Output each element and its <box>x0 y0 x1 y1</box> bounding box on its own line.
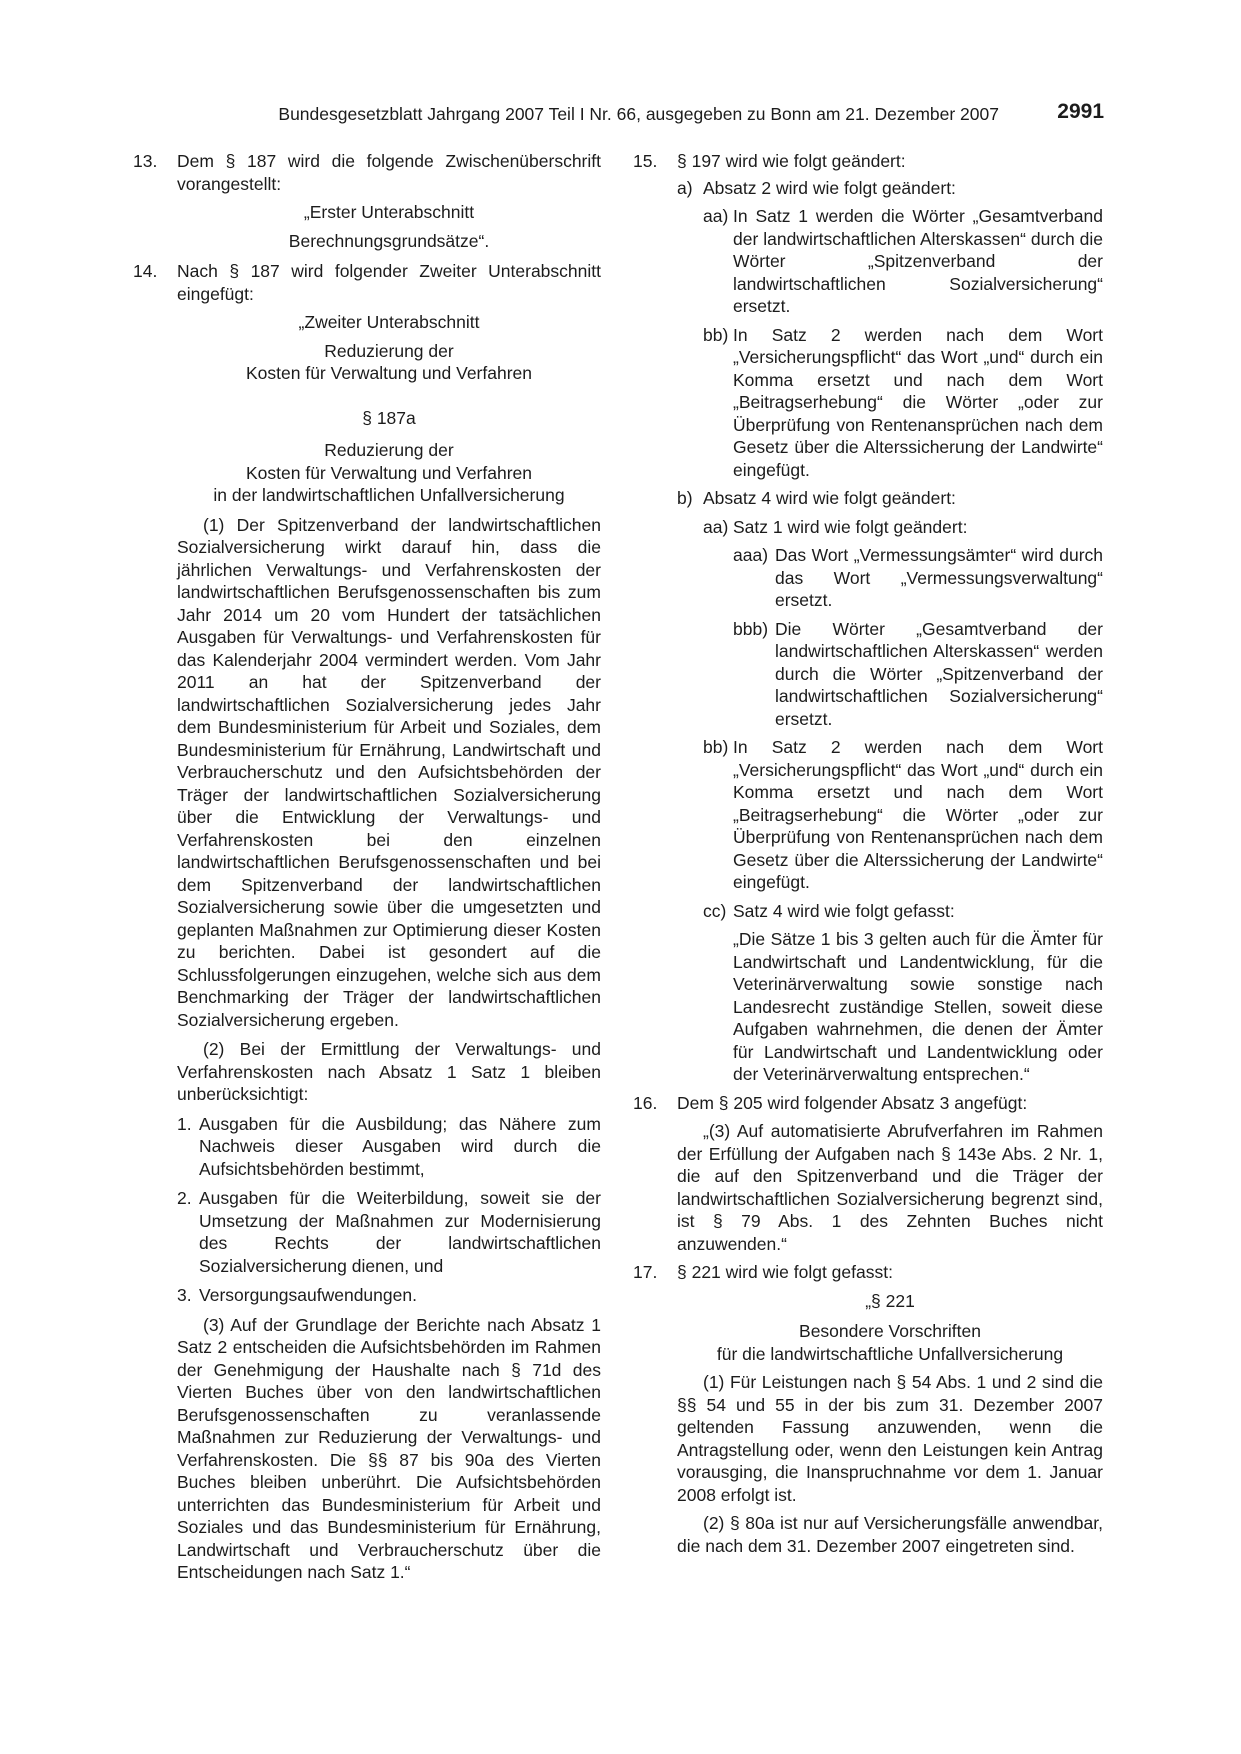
item-number: 14. <box>133 261 158 281</box>
sub-item-letter: a) <box>677 177 693 198</box>
subsection-title: Berechnungsgrundsätze“. <box>288 230 490 251</box>
sub-sub-sub-item-text: Das Wort „Vermessungsämter“ wird durch das Wort „Vermessungsverwaltung“ ersetzt. <box>775 545 1103 610</box>
list-text: Ausgaben für die Ausbildung; das Nähere zum Nachweis dieser Ausgaben wird durch die Aufsichtsbehörden bestimmt, <box>199 1113 601 1179</box>
list-number: 1. <box>177 1113 192 1134</box>
item-text: Nach § 187 wird folgender Zweiter Unterabschnitt eingefügt: <box>177 261 601 304</box>
sub-sub-sub-item-label: aaa) <box>733 545 769 565</box>
sub-sub-sub-item-bbb <box>733 618 1103 731</box>
sub-sub-item-label: aa) <box>703 516 729 537</box>
subsection-heading: „Erster Unterabschnitt <box>303 202 475 222</box>
item-text: Dem § 205 wird folgender Absatz 3 angefügt: <box>677 1092 1028 1113</box>
quoted-text: „Die Sätze 1 bis 3 gelten auch für die Ämter für Landwirtschaft und Landentwicklung, für die Veterinärverwaltung sowie sonstige nach Landesrecht zuständige Stellen, soweit diese Aufgaben wahrnehmen, die denen der Ämter für Landwirtschaft und Landentwicklung oder der Veterinärverwaltung entsprechen.“ <box>733 929 1103 1084</box>
sub-item-b <box>677 487 1103 1086</box>
sub-item-text: Absatz 4 wird wie folgt geändert: <box>703 488 956 508</box>
section-title: für die landwirtschaftliche Unfallversicherung <box>716 1343 1064 1364</box>
item-text: Dem § 187 wird die folgende Zwischenüberschrift vorangestellt: <box>177 151 601 194</box>
sub-sub-item-text: In Satz 2 werden nach dem Wort „Versicherungspflicht“ das Wort „und“ durch ein Komma ersetzt und nach dem Wort „Beitragserhebung“ die Wörter „oder zur Überprüfung von Rentenansprüchen nach dem Gesetz über die Alterssicherung der Landwirte“ eingefügt. <box>733 737 1103 892</box>
running-header <box>0 100 1241 130</box>
sub-sub-item-text: Satz 4 wird wie folgt gefasst: <box>733 900 955 921</box>
sub-item-letter: b) <box>677 488 693 508</box>
sub-sub-item-text: Satz 1 wird wie folgt geändert: <box>733 516 968 537</box>
item-15 <box>633 150 1103 1086</box>
item-body <box>177 260 601 1584</box>
paragraph-2: (2) § 80a ist nur auf Versicherungsfälle anwendbar, die nach dem 31. Dezember 2007 eingetreten sind. <box>677 1513 1103 1556</box>
sub-sub-item-aa <box>703 516 1103 731</box>
item-16 <box>633 1092 1103 1256</box>
item-14 <box>133 260 601 1584</box>
paragraph-1: (1) Für Leistungen nach § 54 Abs. 1 und 2 sind die §§ 54 und 55 in der bis zum 31. Dezember 2007 geltenden Fassung anzuwenden, wenn die Antragstellung oder, wenn den Leistungen kein Antrag vorausging, die Inanspruchnahme vor dem 1. Januar 2008 erfolgt ist. <box>677 1372 1103 1505</box>
paragraph-3: (3) Auf der Grundlage der Berichte nach Absatz 1 Satz 2 entscheiden die Aufsichtsbehörden im Rahmen der Genehmigung der Haushalte nach § 71d des Vierten Buches über von den landwirtschaftlichen Berufsgenossenschaften zu veranlassende Maßnahmen zur Reduzierung der Verwaltungs- und Verfahrenskosten. Die §§ 87 bis 90a des Vierten Buches bleiben unberührt. Die Aufsichtsbehörden unterrichten das Bundesministerium für Arbeit und Soziales und das Bundesministerium für Ernährung, Landwirtschaft und Verbraucherschutz über die Entscheidungen nach Satz 1.“ <box>177 1314 601 1582</box>
sub-sub-item-text: In Satz 1 werden die Wörter „Gesamtverband der landwirtschaftlichen Alterskassen“ durch die Wörter „Spitzenverband der landwirtschaftlichen Sozialversicherung“ ersetzt. <box>733 206 1103 316</box>
sub-item-body <box>703 487 1103 1086</box>
subsection-heading: „Zweiter Unterabschnitt <box>298 312 480 332</box>
list-number: 2. <box>177 1188 192 1208</box>
sub-sub-item-text: In Satz 2 werden nach dem Wort „Versicherungspflicht“ das Wort „und“ durch ein Komma ersetzt und nach dem Wort „Beitragserhebung“ die Wörter „oder zur Überprüfung von Rentenansprüchen nach dem Gesetz über die Alterssicherung der Landwirte“ eingefügt. <box>733 324 1103 480</box>
item-body <box>177 150 601 252</box>
sub-sub-item-body <box>733 900 1103 1086</box>
subsection-title: Reduzierung der <box>324 340 454 361</box>
item-number: 13. <box>133 151 158 171</box>
item-text: § 221 wird wie folgt gefasst: <box>677 1262 893 1282</box>
sub-sub-item-label: aa) <box>703 206 729 226</box>
item-body <box>677 1092 1103 1256</box>
paragraph-2: (2) Bei der Ermittlung der Verwaltungs- und Verfahrenskosten nach Absatz 1 Satz 1 bleiben unberücksichtigt: <box>177 1039 601 1104</box>
section-number: § 187a <box>362 407 416 428</box>
item-body <box>677 150 1103 1086</box>
left-column <box>133 150 601 1584</box>
section-title: Kosten für Verwaltung und Verfahren <box>245 462 533 483</box>
list-text: Versorgungsaufwendungen. <box>199 1285 417 1305</box>
sub-sub-sub-item-text: Die Wörter „Gesamtverband der landwirtschaftlichen Alterskassen“ werden durch die Wörter „Spitzenverband der landwirtschaftlichen Sozialversicherung“ ersetzt. <box>775 618 1103 729</box>
subsection-title: Kosten für Verwaltung und Verfahren <box>245 363 533 383</box>
section-title: Reduzierung der <box>324 440 454 460</box>
sub-sub-item-aa <box>703 205 1103 318</box>
sub-sub-item-label: cc) <box>703 900 727 921</box>
sub-sub-item-label: bb) <box>703 324 729 345</box>
section-title: Besondere Vorschriften <box>799 1321 981 1341</box>
sub-sub-item-bb <box>703 324 1103 482</box>
header-title: Bundesgesetzblatt Jahrgang 2007 Teil I Nr. 66, ausgegeben zu Bonn am 21. Dezember 2007 <box>278 104 999 124</box>
item-text: § 197 wird wie folgt geändert: <box>677 151 906 171</box>
item-number: 17. <box>633 1262 658 1282</box>
item-number: 15. <box>633 151 658 171</box>
sub-sub-item-bb <box>703 736 1103 894</box>
sub-sub-sub-item-label: bbb) <box>733 618 769 639</box>
item-number: 16. <box>633 1092 658 1113</box>
right-column <box>633 150 1103 1557</box>
list-item <box>177 1284 601 1307</box>
item-body <box>677 1261 1103 1557</box>
list-item <box>177 1187 601 1277</box>
item-17 <box>633 1261 1103 1557</box>
section-title: in der landwirtschaftlichen Unfallversicherung <box>213 485 565 505</box>
list-number: 3. <box>177 1285 192 1305</box>
paragraph-1: (1) Der Spitzenverband der landwirtschaftlichen Sozialversicherung wirkt darauf hin, dass die jährlichen Verwaltungs- und Verfahrenskosten der landwirtschaftlichen Berufsgenossenschaften bis zum Jahr 2014 um 20 vom Hundert der tatsächlichen Ausgaben für Verwaltungs- und Verfahrenskosten für das Kalenderjahr 2004 vermindert werden. Vom Jahr 2011 an hat der Spitzenverband der landwirtschaftlichen Sozialversicherung jedes Jahr dem Bundesministerium für Arbeit und Soziales, dem Bundesministerium für Ernährung, Landwirtschaft und Verbraucherschutz und den Aufsichtsbehörden der Träger der landwirtschaftlichen Sozialversicherung über die Entwicklung der Verwaltungs- und Verfahrenskosten bei den einzelnen landwirtschaftlichen Berufsgenossenschaften und bei dem Spitzenverband der landwirtschaftlichen Sozialversicherung sowie über die umgesetzten und geplanten Maßnahmen zur Optimierung dieser Kosten zu berichten. Dabei ist gesondert auf die Schlussfolgerungen einzugehen, welche sich aus dem Benchmarking der Träger der landwirtschaftlichen Sozialversicherung ergeben. <box>177 514 601 1030</box>
item-13 <box>133 150 601 252</box>
sub-sub-sub-item-aaa <box>733 544 1103 612</box>
sub-sub-item-body <box>733 516 1103 731</box>
sub-sub-item-label: bb) <box>703 737 729 757</box>
list-text: Ausgaben für die Weiterbildung, soweit sie der Umsetzung der Maßnahmen zur Modernisierung des Rechts der landwirtschaftlichen Sozialversicherung dienen, und <box>199 1188 601 1276</box>
sub-sub-item-cc <box>703 900 1103 1086</box>
quoted-text: „(3) Auf automatisierte Abrufverfahren im Rahmen der Erfüllung der Aufgaben nach § 143e Abs. 2 Nr. 1, die auf den Spitzenverband und die Träger der landwirtschaftlichen Sozialversicherung begrenzt sind, ist § 79 Abs. 1 des Zehnten Buches nicht anzuwenden.“ <box>677 1121 1103 1254</box>
page-number: 2991 <box>1057 100 1104 123</box>
list-item <box>177 1113 601 1181</box>
sub-item-body <box>703 177 1103 482</box>
sub-item-a <box>677 177 1103 482</box>
section-number: „§ 221 <box>865 1290 915 1311</box>
sub-item-text: Absatz 2 wird wie folgt geändert: <box>703 177 956 198</box>
